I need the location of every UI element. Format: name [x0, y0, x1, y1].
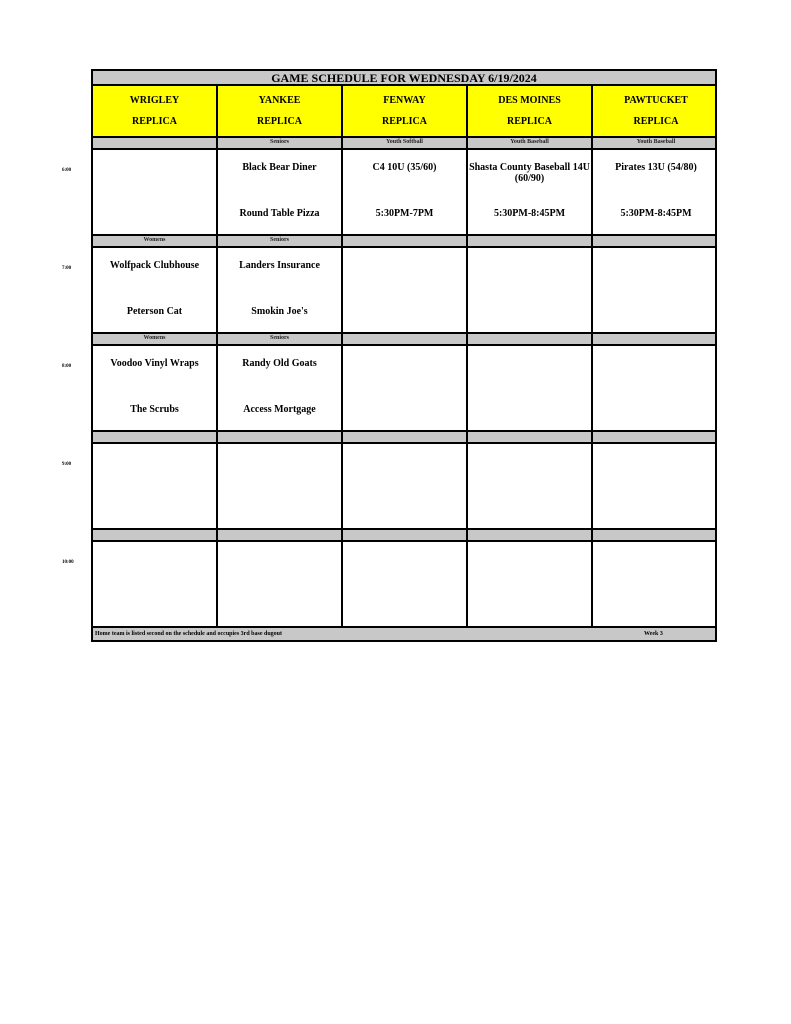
division-label: Youth Baseball [636, 139, 676, 145]
time-label: 8:00 [62, 364, 72, 369]
team-or-game-line-2: The Scrubs [130, 404, 179, 415]
game-cell [343, 248, 468, 332]
division-label [593, 530, 719, 540]
team-or-game-line-2: 5:30PM-8:45PM [620, 208, 692, 219]
time-slots [91, 136, 717, 626]
team-or-game-line-2: 5:30PM-7PM [375, 208, 434, 219]
division-label: Seniors [218, 236, 343, 246]
time-slot-row [91, 344, 717, 430]
division-label: Seniors [218, 138, 343, 148]
time-label: 6:00 [62, 168, 72, 173]
time-label: 10:00 [62, 560, 74, 565]
field-name: PAWTUCKET [624, 95, 688, 106]
team-or-game-line-1: Voodoo Vinyl Wraps [110, 358, 199, 369]
schedule-sheet [91, 69, 717, 642]
division-label [468, 530, 593, 540]
game-cell [468, 444, 593, 528]
team-or-game-line-1: Shasta County Baseball 14U (60/90) [469, 162, 590, 184]
division-label [468, 432, 593, 442]
field-header-pawtucket [593, 86, 719, 136]
field-header-des-moines [468, 86, 593, 136]
division-label [93, 138, 218, 148]
division-label: Youth Softball [343, 138, 468, 148]
team-or-game-line-1: C4 10U (35/60) [372, 162, 437, 173]
division-label [343, 334, 468, 344]
team-or-game-line-1: Randy Old Goats [242, 358, 317, 369]
game-cell [468, 248, 593, 332]
game-cell [593, 444, 719, 528]
field-sub: REPLICA [381, 116, 427, 127]
team-or-game-line-2: Peterson Cat [126, 306, 183, 317]
time-slot-row [91, 148, 717, 234]
division-label [343, 530, 468, 540]
game-cell [468, 542, 593, 626]
home-team-note: Home team is listed second on the schedule and occupies 3rd base dugout [95, 631, 283, 637]
team-or-game-line-2: 5:30PM-8:45PM [493, 208, 566, 219]
game-cell [468, 150, 593, 234]
division-label [93, 530, 218, 540]
division-label [593, 334, 719, 344]
week-label: Week 3 [644, 631, 663, 637]
team-or-game-line-2: Smokin Joe's [251, 306, 308, 317]
division-band [91, 332, 717, 344]
game-cell [218, 346, 343, 430]
game-cell [93, 542, 218, 626]
field-header-fenway [343, 86, 468, 136]
field-name: FENWAY [383, 95, 426, 106]
team-or-game-line-2: Access Mortgage [243, 404, 316, 415]
division-label [468, 236, 593, 246]
team-or-game-line-1: Black Bear Diner [242, 162, 317, 173]
team-or-game-line-2: Round Table Pizza [239, 208, 320, 219]
division-band [91, 528, 717, 540]
game-cell [343, 346, 468, 430]
game-cell [593, 248, 719, 332]
division-band [91, 234, 717, 246]
field-sub: REPLICA [256, 116, 302, 127]
game-cell [93, 248, 218, 332]
division-label [218, 530, 343, 540]
division-label: Womens [93, 334, 218, 344]
division-label: Womens [93, 236, 218, 246]
game-cell [343, 542, 468, 626]
schedule-title: GAME SCHEDULE FOR WEDNESDAY 6/19/2024 [91, 69, 717, 86]
game-cell [593, 542, 719, 626]
field-header-wrigley [93, 86, 218, 136]
field-sub: REPLICA [131, 116, 177, 127]
time-slot-row [91, 246, 717, 332]
game-cell [593, 346, 719, 430]
time-slot-row [91, 540, 717, 626]
game-cell [218, 150, 343, 234]
time-slot-row [91, 442, 717, 528]
game-cell [93, 346, 218, 430]
field-sub: REPLICA [633, 116, 679, 127]
field-sub: REPLICA [506, 116, 552, 127]
division-label [218, 432, 343, 442]
division-label [93, 432, 218, 442]
field-header-row [91, 86, 717, 136]
division-label [593, 236, 719, 246]
division-label: Youth Baseball [468, 138, 593, 148]
team-or-game-line-1: Landers Insurance [239, 260, 320, 271]
game-cell [343, 150, 468, 234]
field-header-yankee [218, 86, 343, 136]
time-label: 9:00 [62, 462, 72, 467]
game-cell [218, 248, 343, 332]
game-cell [93, 444, 218, 528]
team-or-game-line-1: Wolfpack Clubhouse [109, 260, 200, 271]
division-label [343, 236, 468, 246]
field-name: WRIGLEY [129, 95, 180, 106]
division-label [468, 334, 593, 344]
division-label [343, 432, 468, 442]
division-band [91, 430, 717, 442]
division-label: Seniors [218, 334, 343, 344]
game-cell [343, 444, 468, 528]
game-cell [218, 444, 343, 528]
field-name: YANKEE [258, 95, 301, 106]
game-cell [593, 150, 719, 234]
division-band [91, 136, 717, 148]
time-label: 7:00 [62, 266, 72, 271]
field-name: DES MOINES [498, 95, 561, 106]
team-or-game-line-1: Pirates 13U (54/80) [615, 162, 697, 173]
game-cell [93, 150, 218, 234]
division-label [593, 432, 719, 442]
game-cell [468, 346, 593, 430]
schedule-footer [91, 626, 717, 642]
game-cell [218, 542, 343, 626]
